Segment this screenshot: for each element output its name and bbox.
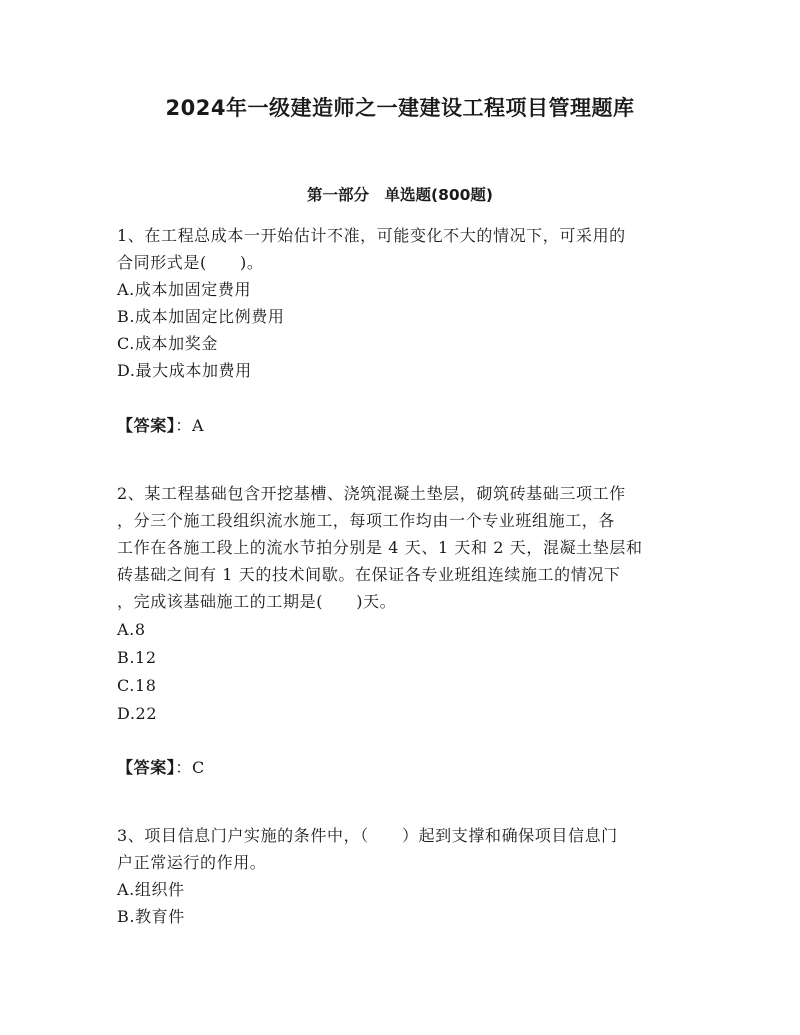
question-2-answer (117, 758, 205, 778)
question-1-option-a: A.成本加固定费用 (117, 280, 252, 299)
question-2-stem-line: 砖基础之间有 1 天的技术间歇。在保证各专业班组连续施工的情况下 (117, 565, 621, 584)
question-3-option-b: B.教育件 (117, 907, 185, 926)
question-3-stem-line: 户正常运行的作用。 (117, 853, 267, 872)
question-1-answer (117, 416, 204, 436)
answer-value: ：A (175, 416, 205, 435)
answer-label: 【答案】 (117, 758, 176, 777)
question-2-stem-line: ，分三个施工段组织流水施工，每项工作均由一个专业班组施工，各 (117, 511, 616, 530)
question-2-option-d: D.22 (117, 704, 158, 723)
question-2-stem-line: 2、某工程基础包含开挖基槽、浇筑混凝土垫层，砌筑砖基础三项工作 (117, 484, 626, 503)
question-1-option-b: B.成本加固定比例费用 (117, 307, 285, 326)
question-3-option-a: A.组织件 (117, 880, 185, 899)
question-1-option-c: C.成本加奖金 (117, 334, 218, 353)
question-2-option-a: A.8 (117, 620, 146, 639)
question-1-stem-line: 合同形式是( )。 (117, 253, 264, 272)
question-1-stem-line: 1、在工程总成本一开始估计不准，可能变化不大的情况下，可采用的 (117, 226, 626, 245)
section-title: 第一部分 单选题(800题) (306, 186, 494, 204)
question-2-option-b: B.12 (117, 648, 157, 667)
question-2-option-c: C.18 (117, 676, 157, 695)
question-2-stem-line: 工作在各施工段上的流水节拍分别是 4 天、1 天和 2 天，混凝土垫层和 (117, 538, 643, 557)
document-title: 2024年一级建造师之一建建设工程项目管理题库 (165, 96, 635, 120)
question-1-option-d: D.最大成本加费用 (117, 361, 252, 380)
answer-label: 【答案】 (117, 416, 176, 435)
question-2-stem-line: ，完成该基础施工的工期是( )天。 (117, 592, 397, 611)
answer-value: ：C (175, 758, 205, 777)
question-3-stem-line: 3、项目信息门户实施的条件中，（ ）起到支撑和确保项目信息门 (117, 826, 618, 845)
